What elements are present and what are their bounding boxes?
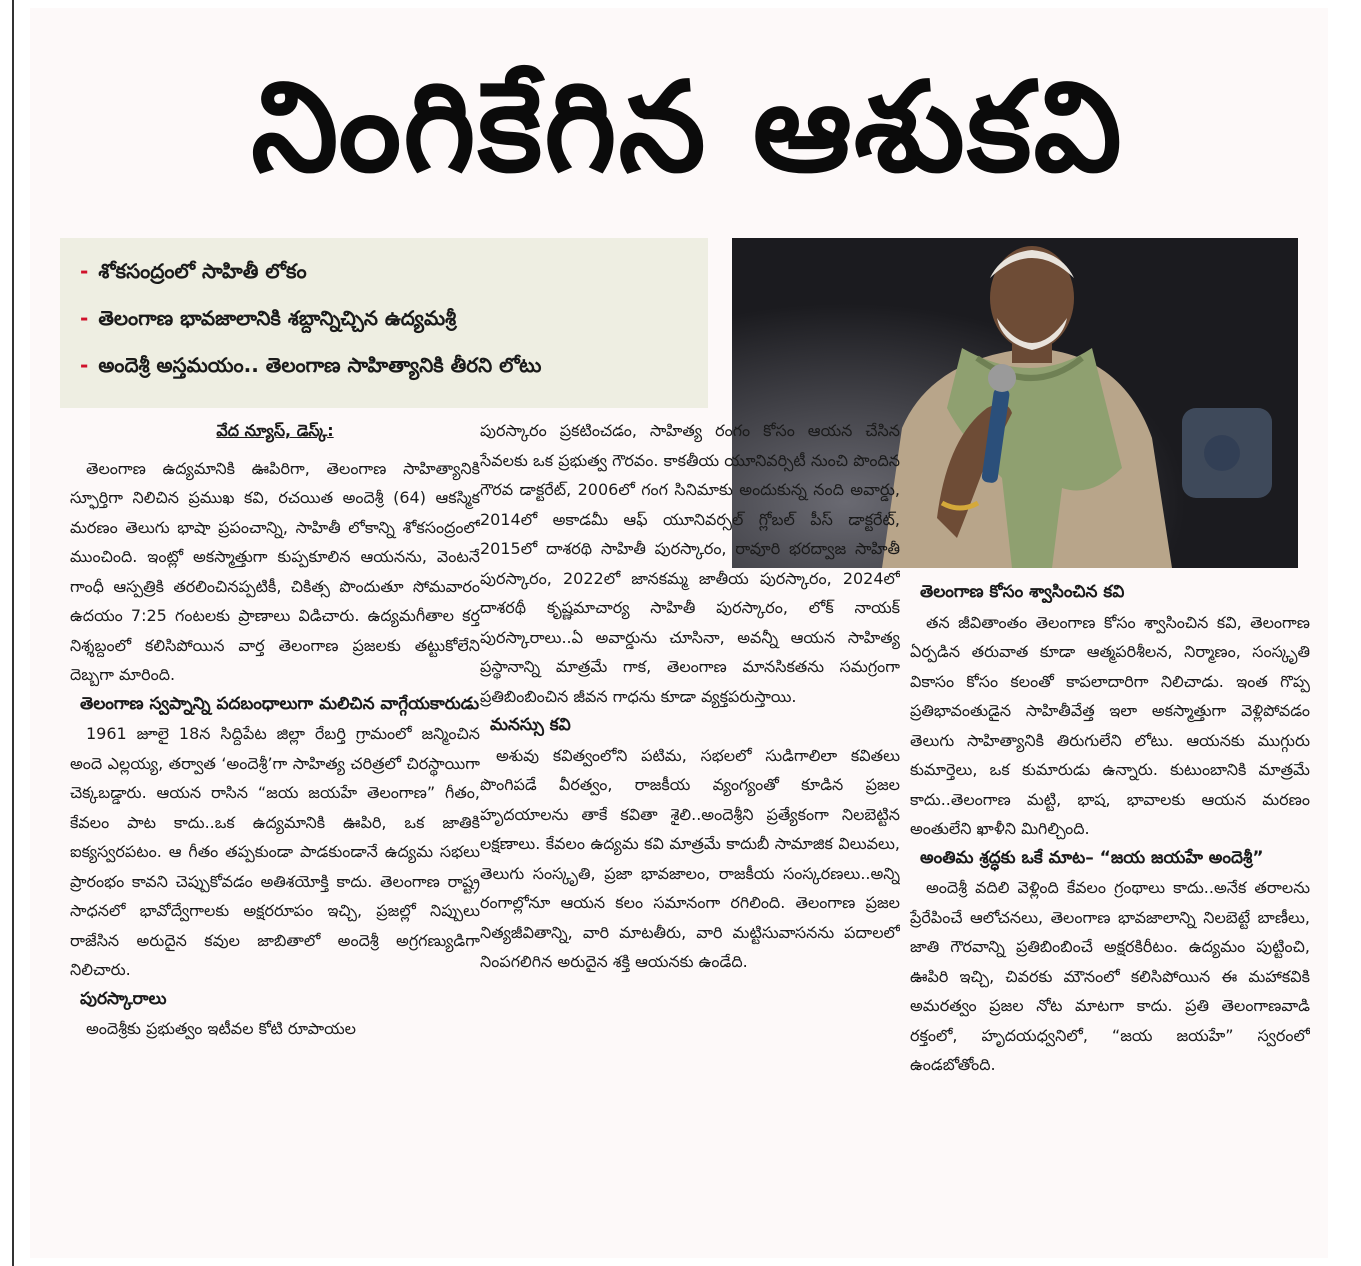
article-column-2 (480, 416, 900, 1226)
subheading: తెలంగాణ కోసం శ్వాసించిన కవి (920, 582, 1125, 602)
paragraph: తన జీవితాంతం తెలంగాణ కోసం శ్వాసించిన కవి, తెలంగాణ ఏర్పడిన తరువాత కూడా ఆత్మపరిశీలన, నిర్మాణం, సంస్కృతి వికాసం కోసం కలంతో కాపలాదారిగా నిలిచాడు. ఇంత గొప్ప ప్రతిభావంతుడైన సాహితీవేత్త ఇలా అకస్మాత్తుగా వెళ్లిపోవడం తెలుగు సాహిత్యానికి తిరుగులేని లోటు. ఆయనకు ముగ్గురు కుమార్తెలు, ఒక కుమారుడు ఉన్నారు. కుటుంబానికి మాత్రమే కాదు..తెలంగాణ మట్టి, భాష, భావాలకు ఆయన మరణం అంతులేని ఖాళీని మిగిల్చింది. (910, 612, 1310, 838)
paragraph: 1961 జూలై 18న సిద్దిపేట జిల్లా రేబర్తి గ్రామంలో జన్మించిన అందె ఎల్లయ్య, తర్వాత ‘అందెశ్రీ’గా సాహిత్య చరిత్రలో చిరస్థాయిగా చెక్కబడ్డారు. ఆయన రాసిన “జయ జయహే తెలంగాణ” గీతం, కేవలం పాట కాదు..ఒక ఉద్యమానికి ఊపిరి, ఒక జాతికి ఐక్యస్వరపటం. ఆ గీతం తప్పకుండా పాడకుండానే ఉద్యమ సభలు ప్రారంభం కావని చెప్పుకోవడం అతిశయోక్తి కాదు. తెలంగాణ రాష్ట్ర సాధనలో భావోద్వేగాలకు అక్షరరూపం ఇచ్చి, ప్రజల్లో నిప్పులు రాజేసిన అరుదైన కవుల జాబితాలో అందెశ్రీ అగ్రగణ్యుడిగా నిలిచారు. (70, 724, 480, 979)
article-column-3 (910, 578, 1310, 1228)
newspaper-page (30, 8, 1328, 1258)
deck-box (60, 238, 708, 408)
deck-item: - శోకసంద్రంలో సాహితీ లోకం (80, 259, 307, 283)
subheading: పురస్కారాలు (80, 988, 167, 1009)
deck-item: - అందెశ్రీ అస్తమయం.. తెలంగాణ సాహిత్యానికి తీరని లోటు (80, 353, 542, 377)
article-column-1 (70, 416, 480, 1226)
left-margin-rule (12, 0, 14, 1266)
subheading: అంతిమ శ్రద్ధకు ఒకే మాట– “జయ జయహే అందెశ్రీ” (920, 847, 1264, 868)
headline: నింగికేగిన ఆశుకవి (251, 56, 1124, 200)
paragraph: అందెశ్రీ వదిలి వెళ్లింది కేవలం గ్రంథాలు కాదు..అనేక తరాలను ప్రేరేపించే ఆలోచనలు, తెలంగాణ భావజాలాన్ని నిలబెట్టే బాణీలు, జాతి గౌరవాన్ని ప్రతిబింబించే అక్షరకిరీటం. ఉద్యమం పుట్టించి, ఊపిరి ఇచ్చి, చివరకు మౌనంలో కలిసిపోయిన ఈ మహాకవికి అమరత్వం ప్రజల నోట మాటగా కాదు. ప్రతి తెలంగాణవాడి రక్తంలో, హృదయధ్వనిలో, “జయ జయహే” స్వరంలో ఉండబోతోంది. (910, 878, 1310, 1074)
subheading: మనస్సు కవి (490, 715, 571, 735)
byline: వేద న్యూస్, డెస్క్: (216, 421, 334, 440)
deck-item: - తెలంగాణ భావజాలానికి శబ్దాన్నిచ్చిన ఉద్యమశ్రీ (80, 306, 457, 330)
subheading: తెలంగాణ స్వప్నాన్ని పదబంధాలుగా మలిచిన వాగ్గేయకారుడు (80, 693, 480, 714)
paragraph: అందెశ్రీకు ప్రభుత్వం ఇటీవల కోటి రూపాయల (86, 1019, 357, 1038)
paragraph: తెలంగాణ ఉద్యమానికి ఊపిరిగా, తెలంగాణ సాహిత్యానికి స్ఫూర్తిగా నిలిచిన ప్రముఖ కవి, రచయిత అందెశ్రీ (64) ఆకస్మిక మరణం తెలుగు భాషా ప్రపంచాన్ని, సాహితీ లోకాన్ని శోకసంద్రంలో ముంచింది. ఇంట్లో అకస్మాత్తుగా కుప్పకూలిన ఆయనను, వెంటనే గాంధీ ఆస్పత్రికి తరలించినప్పటికీ, చికిత్స పొందుతూ సోమవారం ఉదయం 7:25 గంటలకు ప్రాణాలు విడిచారు. ఉద్యమగీతాల కర్త నిశ్శబ్దంలో కలిసిపోయిన వార్త తెలంగాణ ప్రజలకు తట్టుకోలేని దెబ్బగా మారింది. (70, 458, 480, 684)
paragraph: పురస్కారం ప్రకటించడం, సాహిత్య రంగం కోసం ఆయన చేసిన సేవలకు ఒక ప్రభుత్వ గౌరవం. కాకతీయ యూనివర్సిటీ నుంచి పొందిన గౌరవ డాక్టరేట్, 2006లో గంగ సినిమాకు అందుకున్న నంది అవార్డు, 2014లో అకాడమీ ఆఫ్ యూనివర్సల్ గ్లోబల్ పీస్ డాక్టరేట్, 2015లో దాశరథి సాహితీ పురస్కారం, రావూరి భరద్వాజ సాహితీ పురస్కారం, 2022లో జానకమ్మ జాతీయ పురస్కారం, 2024లో దాశరథీ కృష్ణమాచార్య సాహితీ పురస్కారం, లోక్ నాయక్ పురస్కారాలు..ఏ అవార్డును చూసినా, అవన్నీ ఆయన సాహిత్య ప్రస్థానాన్ని మాత్రమే గాక, తెలంగాణ మానసికతను సమగ్రంగా ప్రతిబింబించిన జీవన గాధను కూడా వ్యక్తపరుస్తాయి. (480, 421, 900, 706)
paragraph: అశువు కవిత్వంలోని పటిమ, సభలలో సుడిగాలిలా కవితలు పొంగిపడే వీరత్వం, రాజకీయ వ్యంగ్యంతో కూడిన ప్రజల హృదయాలను తాకే కవితా శైలి..అందెశ్రీని ప్రత్యేకంగా నిలబెట్టిన లక్షణాలు. కేవలం ఉద్యమ కవి మాత్రమే కాదుబీ సామాజిక విలువలు, తెలుగు సంస్కృతి, ప్రజా భావజాలం, రాజకీయ సంస్కరణలు..అన్ని రంగాల్లోనూ ఆయన కలం సమానంగా రగిలింది. తెలంగాణ ప్రజల నిత్యజీవితాన్ని, వారి మాటతీరు, వారి మట్టిసువాసనను పదాలలో నింపగలిగిన అరుదైన శక్తి ఆయనకు ఉండేది. (480, 745, 900, 971)
